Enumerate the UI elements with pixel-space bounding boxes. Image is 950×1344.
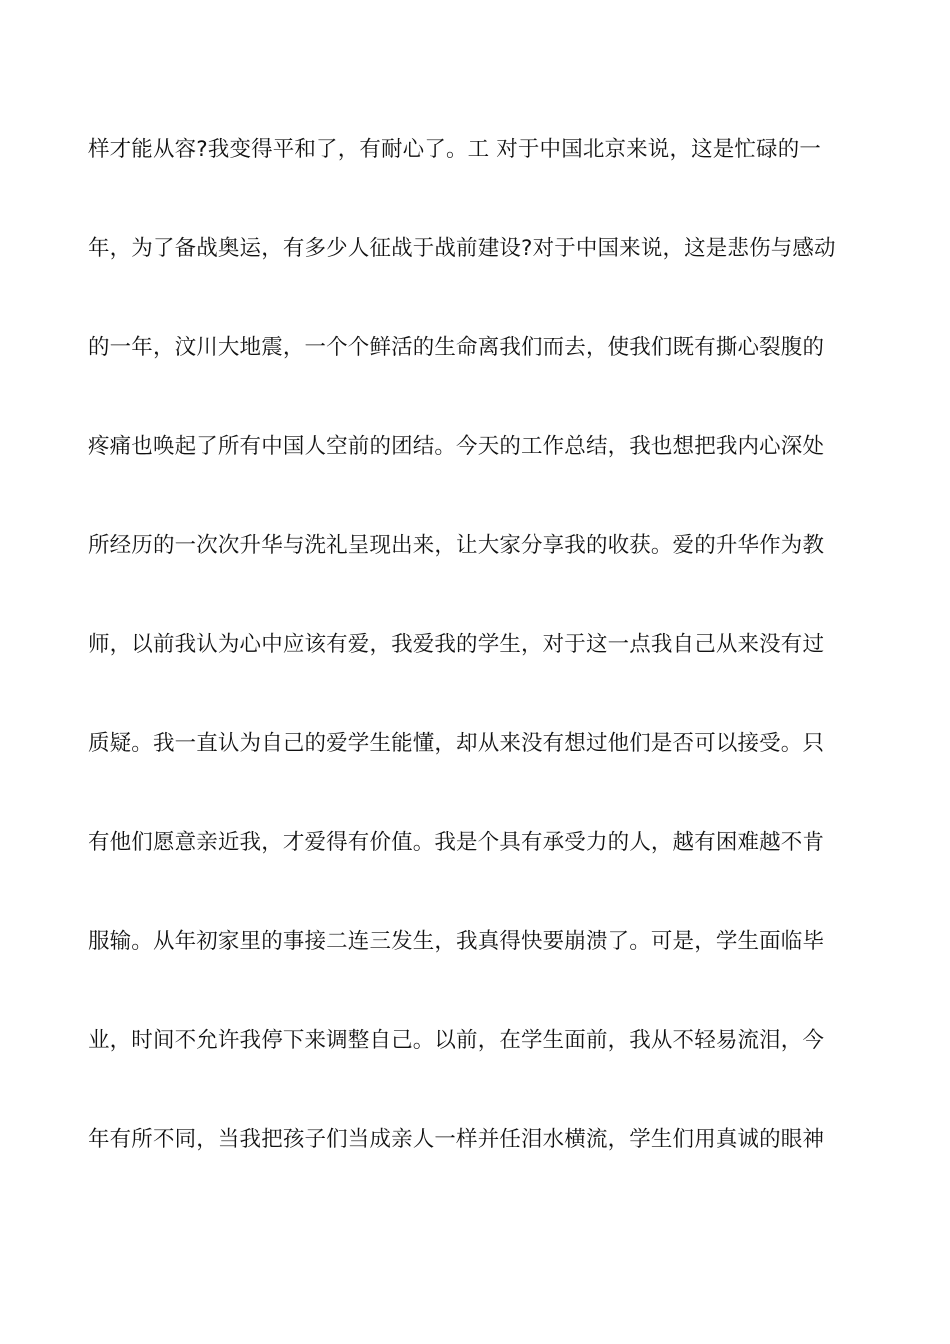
text-line-1: 样才能从容?我变得平和了，有耐心了。工 对于中国北京来说，这是忙碌的一	[88, 137, 821, 162]
text-line-9: 服输。从年初家里的事接二连三发生，我真得快要崩溃了。可是，学生面临毕	[88, 929, 825, 954]
text-line-10: 业，时间不允许我停下来调整自己。以前，在学生面前，我从不轻易流泪，今	[88, 1028, 825, 1053]
text-line-8: 有他们愿意亲近我，才爱得有价值。我是个具有承受力的人，越有困难越不肯	[88, 830, 825, 855]
text-line-7: 质疑。我一直认为自己的爱学生能懂，却从来没有想过他们是否可以接受。只	[88, 731, 825, 756]
text-line-3: 的一年，汶川大地震，一个个鲜活的生命离我们而去，使我们既有撕心裂腹的	[88, 335, 825, 360]
body-text	[88, 128, 868, 1217]
text-line-6: 师，以前我认为心中应该有爱，我爱我的学生，对于这一点我自己从来没有过	[88, 632, 825, 657]
text-line-2: 年，为了备战奥运，有多少人征战于战前建设?对于中国来说，这是悲伤与感动	[88, 236, 836, 261]
text-line-5: 所经历的一次次升华与洗礼呈现出来，让大家分享我的收获。爱的升华作为教	[88, 533, 825, 558]
text-line-4: 疼痛也唤起了所有中国人空前的团结。今天的工作总结，我也想把我内心深处	[88, 434, 825, 459]
text-line-11: 年有所不同，当我把孩子们当成亲人一样并任泪水横流，学生们用真诚的眼神	[88, 1127, 825, 1152]
